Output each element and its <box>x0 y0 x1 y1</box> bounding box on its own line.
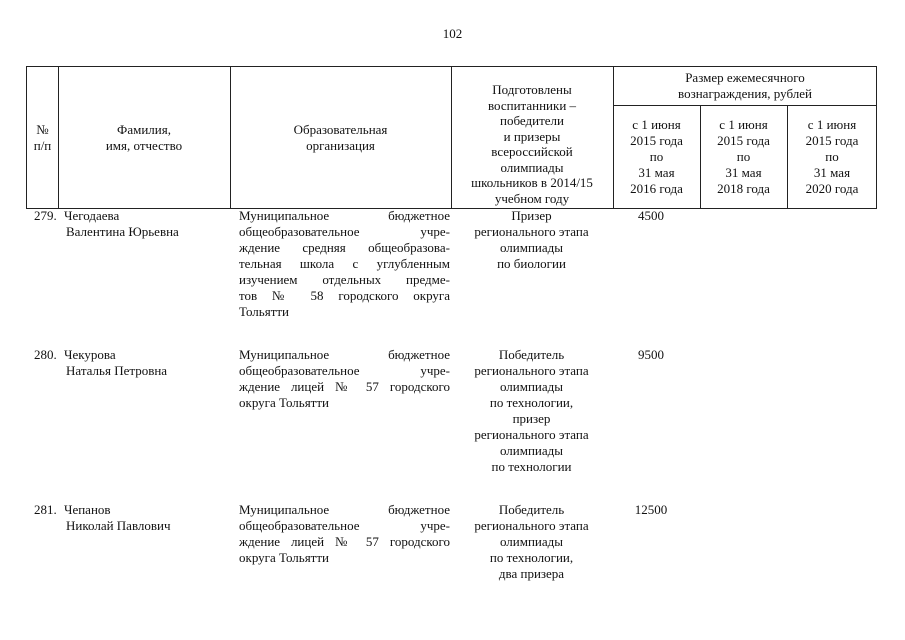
row-organization: Муниципальное бюджетное общеобразовательное учре- ждение лицей № 57 городского округа Тольятти <box>239 502 450 565</box>
row-award-amount: 4500 <box>638 208 664 223</box>
row-achievement: Победитель регионального этапа олимпиады по технологии, призер регионального этапа олимпиады по технологии <box>474 347 589 474</box>
row-award-amount: 12500 <box>634 502 668 517</box>
row-achievement: Победитель регионального этапа олимпиады по технологии, два призера <box>474 502 589 581</box>
header-award-2018: с 1 июня 2015 года по 31 мая 2018 года <box>717 116 770 196</box>
row-organization: Муниципальное бюджетное общеобразовательное учре- ждение средняя общеобразова- тельная школа с углубленным изучением отдельных предме- тов № 58 городского округа Тольятти <box>239 208 450 319</box>
header-achievements: Подготовлены воспитанники – победители и призеры всероссийской олимпиады школьников в 2014/15 учебном году <box>471 82 593 206</box>
row-name: Чепанов Николай Павлович <box>64 502 171 533</box>
row-organization: Муниципальное бюджетное общеобразовательное учре- ждение лицей № 57 городского округа Тольятти <box>239 347 450 410</box>
table-header <box>26 66 877 209</box>
row-award-amount: 9500 <box>638 347 664 362</box>
header-organization: Образовательная организация <box>293 121 388 153</box>
header-award-2020: с 1 июня 2015 года по 31 мая 2020 года <box>805 116 859 196</box>
row-number: 280. <box>34 347 57 362</box>
row-name: Чекурова Наталья Петровна <box>64 347 168 378</box>
header-full-name: Фамилия, имя, отчество <box>105 121 183 153</box>
row-achievement: Призер регионального этапа олимпиады по биологии <box>474 208 589 271</box>
row-name: Чегодаева Валентина Юрьевна <box>64 208 179 239</box>
header-award-group: Размер ежемесячного вознаграждения, рублей <box>678 70 812 101</box>
row-number: 279. <box>34 208 57 223</box>
header-number: № п/п <box>33 121 52 153</box>
header-award-2016: с 1 июня 2015 года по 31 мая 2016 года <box>630 116 683 196</box>
row-number: 281. <box>34 502 57 517</box>
page-number: 102 <box>442 26 463 41</box>
